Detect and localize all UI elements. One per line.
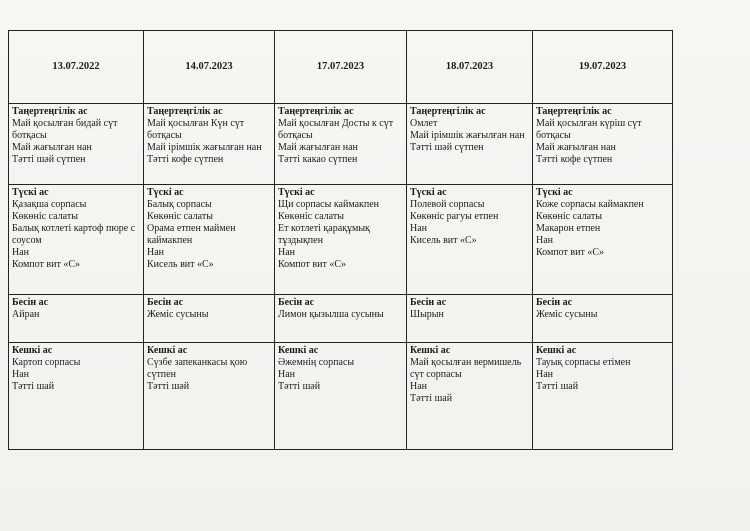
dish-item: Орама етпен маймен каймакпен <box>147 223 236 246</box>
dish-item: Май ірімшік жағылған нан <box>147 142 262 153</box>
dish-item: Әжемнің сорпасы <box>278 357 355 368</box>
date-header: 14.07.2023 <box>144 31 275 104</box>
dish-item: Сүзбе запеканкасы қою сүтпен <box>147 357 248 380</box>
dish-item: Нан <box>12 247 30 258</box>
dish-item: Май қосылған Күн сүт ботқасы <box>147 118 245 141</box>
meal-title: Түскі ас <box>12 187 49 198</box>
dish-item: Тәтті шай <box>536 381 579 392</box>
meal-cell <box>533 185 673 295</box>
breakfast-row <box>9 104 673 185</box>
dish-item: Макарон етпен <box>536 223 601 234</box>
dish-item: Полевой сорпасы <box>410 199 485 210</box>
meal-cell <box>9 185 144 295</box>
dish-item: Тәтті шай <box>410 393 453 404</box>
meal-cell <box>9 343 144 450</box>
meal-title: Таңертеңгілік ас <box>147 106 223 117</box>
meal-cell <box>275 104 407 185</box>
dish-item: Щи сорпасы каймакпен <box>278 199 380 210</box>
lunch-row <box>9 185 673 295</box>
meal-title: Бесін ас <box>12 297 49 308</box>
meal-cell <box>275 343 407 450</box>
dish-item: Май қосылған бидай сүт ботқасы <box>12 118 118 141</box>
meal-title: Таңертеңгілік ас <box>12 106 88 117</box>
meal-cell <box>407 295 533 343</box>
dish-item: Тәтті шәй сүтпен <box>410 142 484 153</box>
weekly-menu-table <box>8 30 673 450</box>
dish-item: Май қосылған Досты к сүт ботқасы <box>278 118 394 141</box>
dish-item: Нан <box>12 369 30 380</box>
dish-item: Тәтті шай <box>12 381 55 392</box>
dish-item: Май қосылған күріш сүт ботқасы <box>536 118 642 141</box>
dish-item: Омлет <box>410 118 438 129</box>
dish-item: Нан <box>536 369 554 380</box>
dish-item: Көкөніс салаты <box>536 211 602 222</box>
meal-title: Кешкі ас <box>278 345 319 356</box>
dish-item: Компот вит «С» <box>278 259 347 270</box>
dish-item: Қазақша сорпасы <box>12 199 87 210</box>
dish-item: Картоп сорпасы <box>12 357 81 368</box>
dish-item: Нан <box>278 247 296 258</box>
dish-item: Балық котлеті картоф пюре с соусом <box>12 223 136 246</box>
dish-item: Балық сорпасы <box>147 199 212 210</box>
meal-title: Бесін ас <box>536 297 573 308</box>
dish-item: Май қосылған вермишель сүт сорпасы <box>410 357 522 380</box>
meal-title: Таңертеңгілік ас <box>410 106 486 117</box>
dish-item: Көкөніс салаты <box>12 211 78 222</box>
meal-title: Түскі ас <box>278 187 315 198</box>
dish-item: Айран <box>12 309 40 320</box>
date-header: 17.07.2023 <box>275 31 407 104</box>
meal-title: Кешкі ас <box>12 345 53 356</box>
dish-item: Нан <box>147 247 165 258</box>
date-header: 13.07.2022 <box>9 31 144 104</box>
dish-item: Көкөніс салаты <box>147 211 213 222</box>
meal-cell <box>407 343 533 450</box>
meal-title: Кешкі ас <box>410 345 451 356</box>
dish-item: Тәтті шәй сүтпен <box>12 154 86 165</box>
meal-title: Бесін ас <box>278 297 315 308</box>
dish-item: Май жағылған нан <box>536 142 616 153</box>
date-header: 18.07.2023 <box>407 31 533 104</box>
dish-item: Тауық сорпасы етімен <box>536 357 631 368</box>
dish-item: Жеміс сусыны <box>536 309 598 320</box>
meal-cell <box>144 104 275 185</box>
meal-cell <box>533 104 673 185</box>
meal-cell <box>533 343 673 450</box>
meal-title: Түскі ас <box>536 187 573 198</box>
meal-title: Бесін ас <box>410 297 447 308</box>
dish-item: Май жағылған нан <box>12 142 92 153</box>
dish-item: Коже сорпасы каймакпен <box>536 199 644 210</box>
dish-item: Кисель вит «С» <box>147 259 214 270</box>
dish-item: Шырын <box>410 309 444 320</box>
snack-row <box>9 295 673 343</box>
meal-cell <box>9 104 144 185</box>
dish-item: Нан <box>410 381 428 392</box>
dish-item: Тәтті кофе сүтпен <box>147 154 224 165</box>
meal-title: Таңертеңгілік ас <box>278 106 354 117</box>
meal-title: Кешкі ас <box>536 345 577 356</box>
dish-item: Тәтті шәй <box>147 381 190 392</box>
dish-item: Нан <box>278 369 296 380</box>
dinner-row <box>9 343 673 450</box>
dish-item: Лимон қызылша сусыны <box>278 309 384 320</box>
dish-item: Май жағылған нан <box>278 142 358 153</box>
date-header: 19.07.2023 <box>533 31 673 104</box>
meal-cell <box>407 104 533 185</box>
meal-title: Кешкі ас <box>147 345 188 356</box>
meal-cell <box>407 185 533 295</box>
dish-item: Көкөніс салаты <box>278 211 344 222</box>
dish-item: Тәтті кофе сүтпен <box>536 154 613 165</box>
meal-title: Таңертеңгілік ас <box>536 106 612 117</box>
dish-item: Нан <box>536 235 554 246</box>
dish-item: Компот вит «С» <box>536 247 605 258</box>
dish-item: Жеміс сусыны <box>147 309 209 320</box>
meal-title: Бесін ас <box>147 297 184 308</box>
meal-cell <box>533 295 673 343</box>
meal-cell <box>275 295 407 343</box>
dish-item: Компот вит «С» <box>12 259 81 270</box>
meal-cell <box>144 295 275 343</box>
meal-cell <box>144 185 275 295</box>
meal-title: Түскі ас <box>147 187 184 198</box>
dish-item: Тәтті какао сүтпен <box>278 154 358 165</box>
dish-item: Ет котлеті қарақұмық тұздықпен <box>278 223 370 246</box>
dish-item: Көкөніс рагуы етпен <box>410 211 499 222</box>
meal-cell <box>275 185 407 295</box>
meal-cell <box>9 295 144 343</box>
dish-item: Кисель вит «С» <box>410 235 477 246</box>
meal-title: Түскі ас <box>410 187 447 198</box>
meal-cell <box>144 343 275 450</box>
dish-item: Май ірімшік жағылған нан <box>410 130 525 141</box>
date-header-row <box>9 31 673 104</box>
dish-item: Тәтті шәй <box>278 381 321 392</box>
dish-item: Нан <box>410 223 428 234</box>
